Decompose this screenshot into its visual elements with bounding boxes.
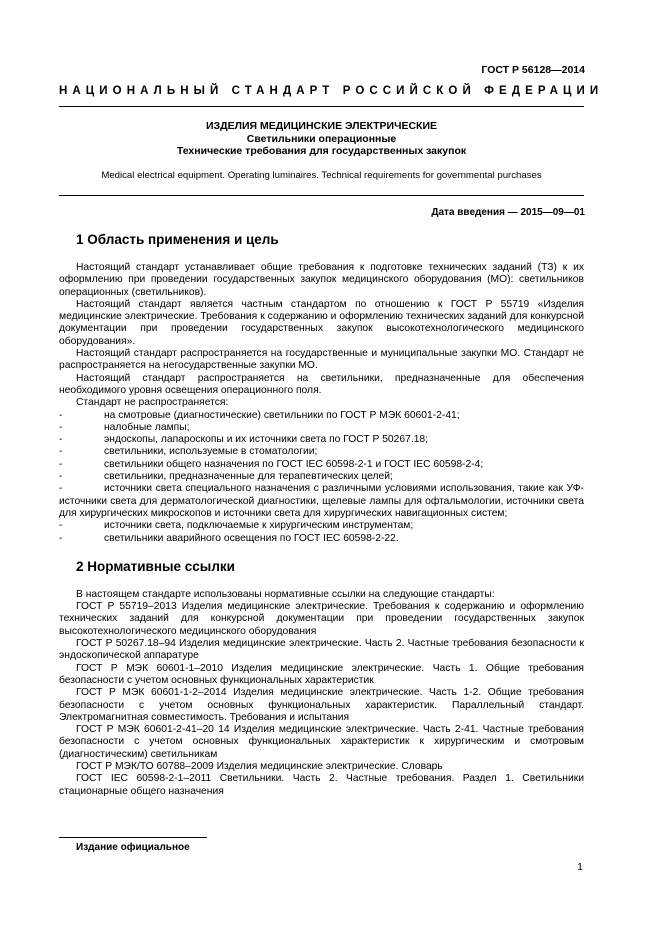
- reference-item: ГОСТ Р МЭК 60601-1–2010 Изделия медицинские электрические. Часть 1. Общие требования безопасности с учетом основных функциональных характеристик: [59, 662, 584, 686]
- reference-item: ГОСТ Р 50267.18–94 Изделия медицинские электрические. Часть 2. Частные требования безопасности к эндоскопической аппаратуре: [59, 638, 584, 662]
- page-number: 1: [577, 861, 583, 873]
- reference-item: ГОСТ Р МЭК 60601-1-2–2014 Изделия медицинские электрические. Часть 1-2. Общие требования безопасности с учетом основных функциональных характеристик. Параллельный стандарт. Электромагнитная совместимость. Требования и испытания: [59, 687, 584, 723]
- paragraph: В настоящем стандарте использованы нормативные ссылки на следующие стандарты:: [76, 588, 495, 600]
- paragraph: Настоящий стандарт является частным стандартом по отношению к ГОСТ Р 55719 «Изделия медицинские электрические. Требования к содержанию и оформлению технических заданий для конкурсной документации при проведении государственных закупок высокотехнологического медицинского оборудования».: [59, 298, 584, 347]
- reference-item: ГОСТ Р МЭК 60601-2-41–20 14 Изделия медицинские электрические. Часть 2-41. Частные требования безопасности с учетом основных функциональных характеристик к хирургическим и смотровым (диагностическим) светильникам: [59, 724, 584, 760]
- list-item: - на смотровые (диагностические) светильники по ГОСТ Р МЭК 60601-2-41;: [59, 409, 460, 421]
- list-item: - светильники общего назначения по ГОСТ IEC 60598-2-1 и ГОСТ IEC 60598-2-4;: [59, 458, 484, 470]
- list-item: - светильники, предназначенные для терапевтических целей;: [59, 471, 393, 483]
- document-body: [59, 232, 584, 798]
- divider: [59, 195, 584, 196]
- footer-divider: [59, 837, 207, 838]
- english-title: Medical electrical equipment. Operating luminaires. Technical requirements for governmental purchases: [101, 170, 542, 181]
- title-line-2: Светильники операционные: [246, 132, 397, 145]
- list-item: - светильники, используемые в стоматологии;: [59, 446, 318, 458]
- national-standard-title: НАЦИОНАЛЬНЫЙ СТАНДАРТ РОССИЙСКОЙ ФЕДЕРАЦИИ: [59, 85, 604, 97]
- document-title: [59, 120, 584, 158]
- list-item: - светильники аварийного освещения по ГОСТ IEC 60598-2-22.: [59, 532, 399, 544]
- list-item: - эндоскопы, лапароскопы и их источники света по ГОСТ Р 50267.18;: [59, 434, 429, 446]
- list-item: - источники света специального назначения с различными условиями использования, такие как УФ-источники света для дерматологической диагностики, щелевые лампы для офтальмологии, источники света для хирургических микроскопов и источники света для хирургических навигационных систем;: [59, 483, 584, 519]
- gost-number: ГОСТ Р 56128—2014: [481, 64, 585, 76]
- section-1-heading: 1 Область применения и цель: [76, 232, 279, 247]
- section-2-heading: 2 Нормативные ссылки: [76, 558, 235, 574]
- reference-item: ГОСТ Р 55719–2013 Изделия медицинские электрические. Требования к содержанию и оформлению технических заданий для конкурсной документации при проведении государственных закупок высокотехнологического медицинского оборудования: [59, 601, 584, 637]
- paragraph: Настоящий стандарт устанавливает общие требования к подготовке технических заданий (ТЗ) к их оформлению при проведении государственных закупок медицинского оборудования (МО): светильников операционных (светильников).: [59, 262, 584, 298]
- paragraph: Стандарт не распространяется:: [76, 397, 229, 409]
- paragraph: Настоящий стандарт распространяется на государственные и муниципальные закупки МО. Стандарт не распространяется на негосударственные закупки МО.: [59, 348, 584, 372]
- paragraph: Настоящий стандарт распространяется на светильники, предназначенные для обеспечения необходимого уровня освещения операционного поля.: [59, 372, 584, 396]
- title-line-3: Технические требования для государственных закупок: [176, 145, 467, 157]
- reference-item: ГОСТ IEC 60598-2-1–2011 Светильники. Часть 2. Частные требования. Раздел 1. Светильники стационарные общего назначения: [59, 773, 584, 797]
- title-line-1: ИЗДЕЛИЯ МЕДИЦИНСКИЕ ЭЛЕКТРИЧЕСКИЕ: [205, 120, 438, 132]
- list-item: - источники света, подключаемые к хирургическим инструментам;: [59, 520, 414, 532]
- official-edition-note: Издание официальное: [76, 842, 190, 853]
- divider: [59, 106, 584, 107]
- list-item: - налобные лампы;: [59, 421, 190, 433]
- reference-item: ГОСТ Р МЭК/ТО 60788–2009 Изделия медицинские электрические. Словарь: [76, 760, 443, 772]
- introduction-date: Дата введения — 2015—09—01: [431, 207, 585, 218]
